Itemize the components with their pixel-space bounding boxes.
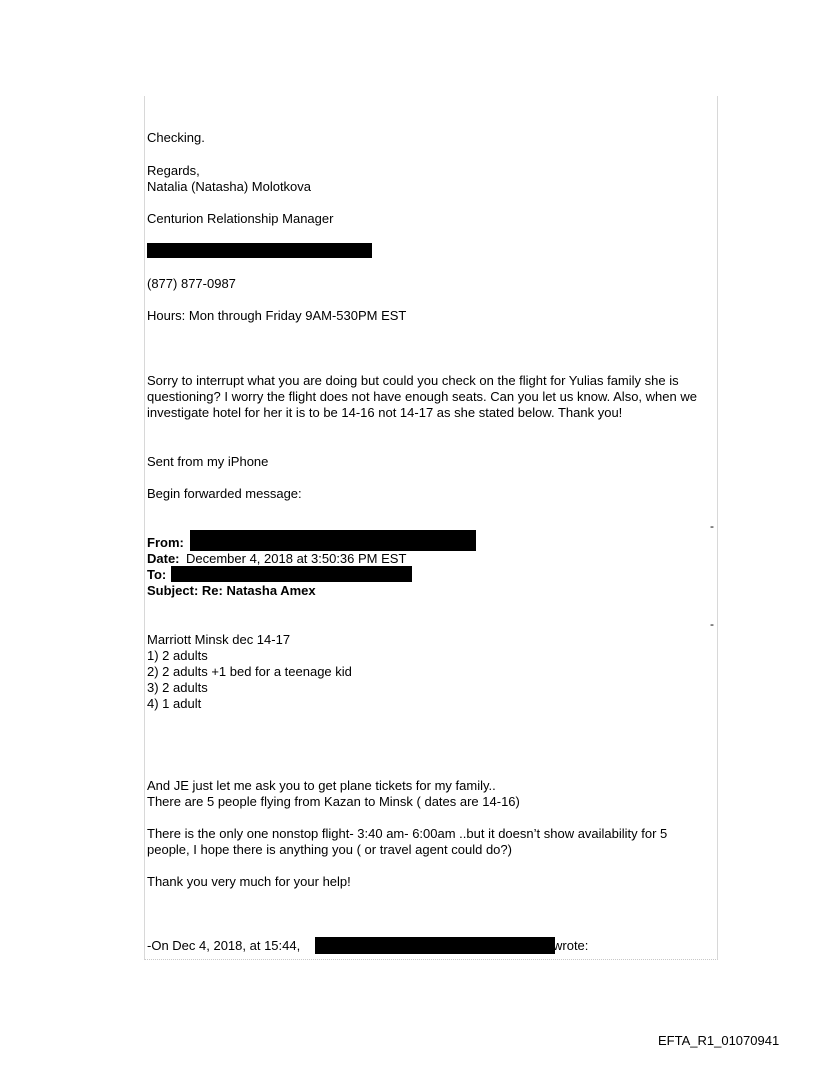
flight-availability: There is the only one nonstop flight- 3:40 am- 6:00am ..but it doesn’t show availability for 5 people, I hope there is anything you ( or travel agent could do?) — [147, 826, 668, 857]
flight-line-2: There are 5 people flying from Kazan to Minsk ( dates are 14-16) — [147, 794, 520, 809]
redaction-bar — [171, 566, 412, 582]
signature-title: Centurion Relationship Manager — [147, 211, 334, 226]
signature-regards: Regards, — [147, 163, 200, 178]
quote-suffix: wrote: — [553, 938, 589, 953]
reply-opening: Checking. — [147, 130, 205, 145]
flight-line-1: And JE just let me ask you to get plane tickets for my family.. — [147, 778, 496, 793]
redaction-bar — [147, 243, 372, 258]
begin-forwarded: Begin forwarded message: — [147, 486, 302, 501]
signature-hours: Hours: Mon through Friday 9AM-530PM EST — [147, 308, 407, 323]
date-value: December 4, 2018 at 3:50:36 PM EST — [186, 551, 407, 566]
hotel-room-item: 2) 2 adults +1 bed for a teenage kid — [147, 664, 352, 679]
redaction-bar — [190, 530, 476, 551]
redaction-bar — [315, 937, 555, 954]
hotel-room-item: 1) 2 adults — [147, 648, 208, 663]
separator-dash: - — [710, 617, 714, 631]
quote-prefix: -On Dec 4, 2018, at 15:44, — [147, 938, 301, 953]
forward-body: Sorry to interrupt what you are doing but could you check on the flight for Yulias family she is questioning? I worry the flight does not have enough seats. Can you let us know. Also, when we investigate hotel for her it is to be 14-16 not 14-17 as she stated below. Thank you! — [147, 373, 697, 420]
signature-phone: (877) 877-0987 — [147, 276, 236, 291]
hotel-room-item: 3) 2 adults — [147, 680, 208, 695]
from-label: From: — [147, 535, 184, 550]
sent-from: Sent from my iPhone — [147, 454, 269, 469]
hotel-line: Marriott Minsk dec 14-17 — [147, 632, 291, 647]
subject-value: Re: Natasha Amex — [201, 583, 316, 598]
to-label: To: — [147, 567, 167, 582]
subject-label: Subject: — [147, 583, 199, 598]
signature-name: Natalia (Natasha) Molotkova — [147, 179, 312, 194]
date-label: Date: — [147, 551, 180, 566]
document-id: EFTA_R1_01070941 — [658, 1033, 780, 1048]
hotel-room-item: 4) 1 adult — [147, 696, 202, 711]
separator-dash: - — [710, 519, 714, 533]
subject-line — [147, 583, 316, 599]
thanks-line: Thank you very much for your help! — [147, 874, 351, 889]
